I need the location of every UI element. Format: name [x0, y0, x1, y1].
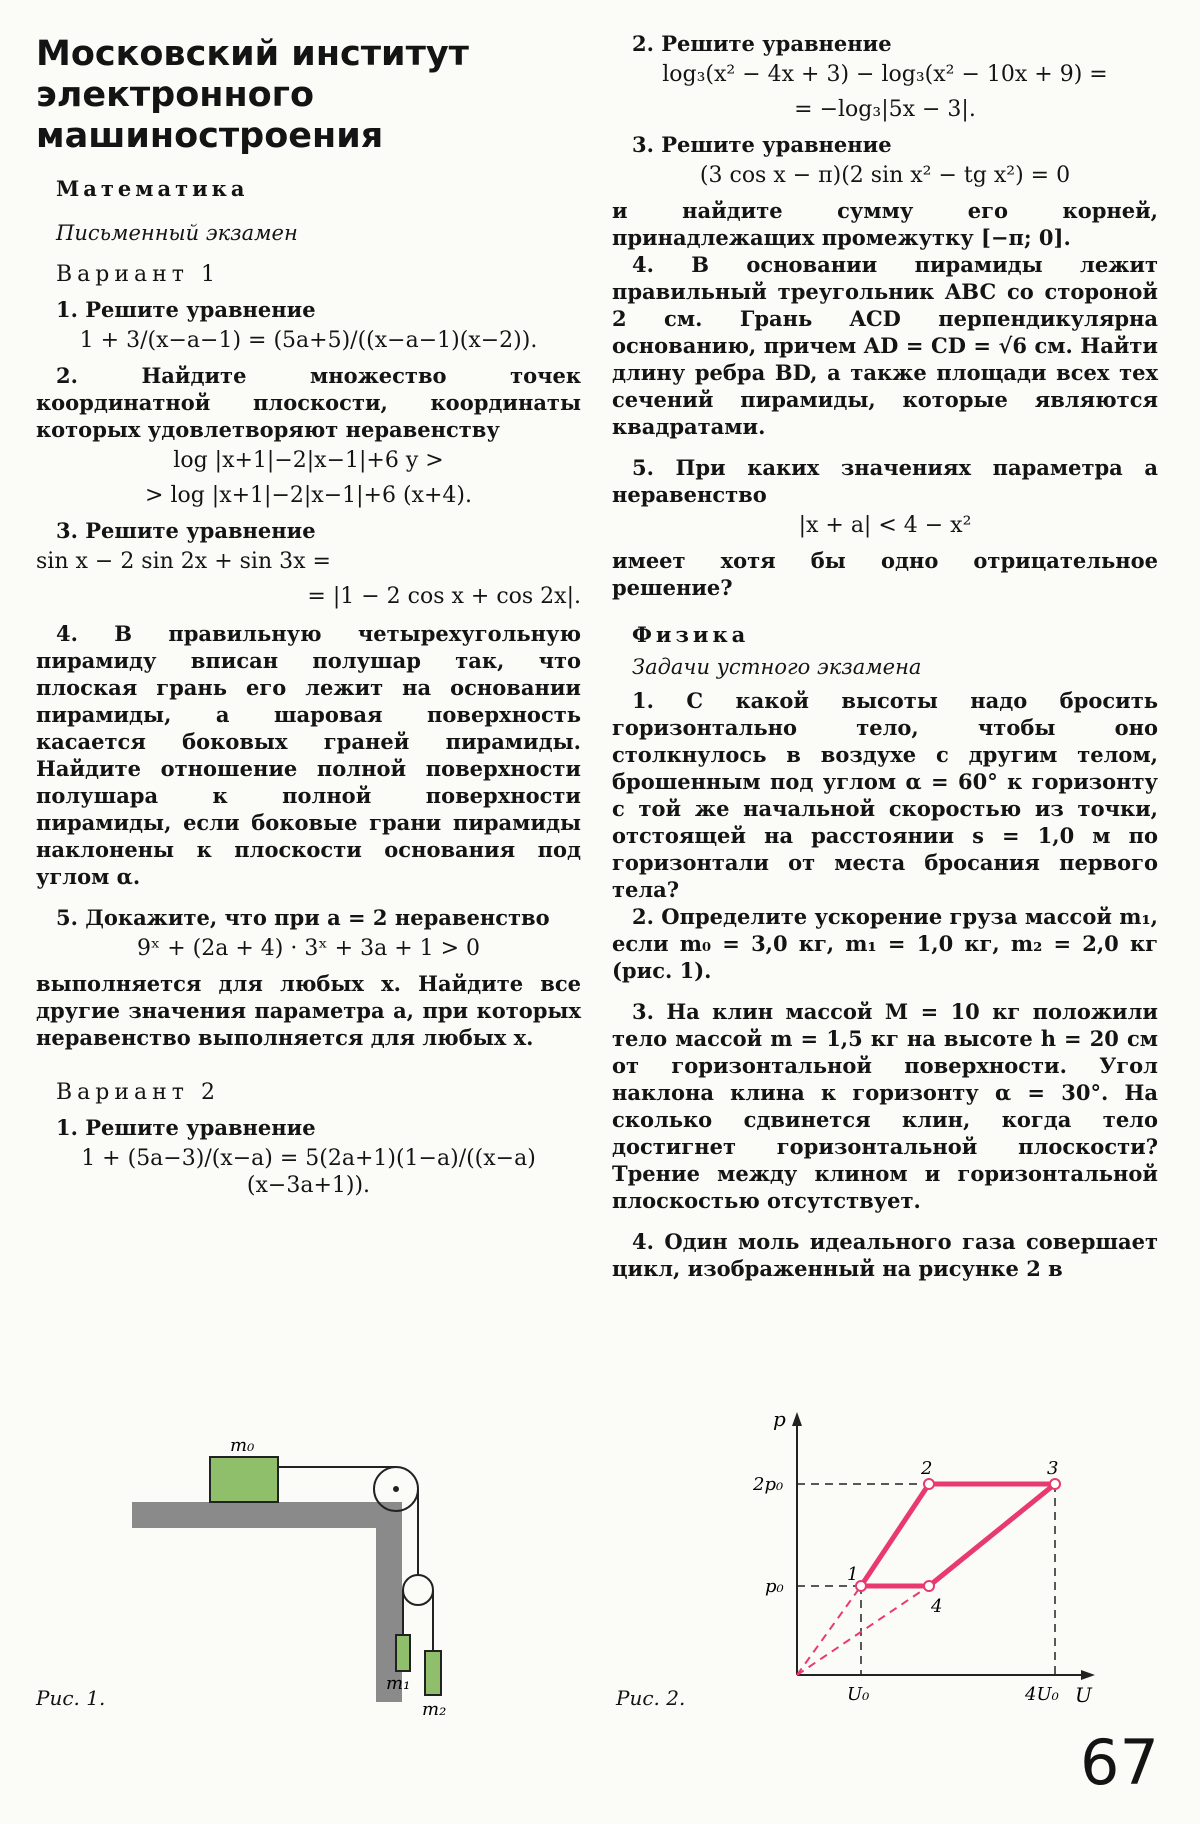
- figure-1-caption: Рис. 1.: [36, 1686, 106, 1710]
- figure-2-caption: Рис. 2.: [616, 1686, 686, 1710]
- label-m1: m₁: [386, 1673, 411, 1694]
- oral-exam-label: Задачи устного экзамена: [632, 655, 922, 679]
- dash-origin-1: [797, 1586, 861, 1675]
- v2-formula-3: (3 cos x − π)(2 sin x² − tg x²) = 0: [699, 163, 1071, 188]
- v2-problem-2: 2. Решите уравнение: [632, 31, 892, 56]
- point-4: [924, 1581, 934, 1591]
- fixed-pulley-axle: [393, 1486, 399, 1492]
- v1-problem-5: 5. Докажите, что при a = 2 неравенство: [56, 905, 550, 930]
- cycle-path: [861, 1484, 1055, 1586]
- weight-m1: [396, 1635, 410, 1671]
- physics-problem-4: 4. Один моль идеального газа совершает цикл, изображенный на рисунке 2 в: [612, 1229, 1158, 1281]
- v1-formula-2a: log |x+1|−2|x−1|+6 y >: [173, 448, 444, 473]
- v1-formula-2b: > log |x+1|−2|x−1|+6 (x+4).: [145, 483, 472, 508]
- v1-problem-2: 2. Найдите множество точек координатной плоскости, координаты которых удовлетворяют неравенству: [36, 363, 581, 442]
- label-point-3: 3: [1047, 1458, 1059, 1479]
- v1-problem-1: 1. Решите уравнение: [56, 297, 316, 322]
- right-column: [612, 30, 1158, 1282]
- label-m0: m₀: [230, 1435, 255, 1456]
- v2-problem-3-cont: и найдите сумму его корней, принадлежащих промежутку [−π; 0].: [612, 198, 1158, 250]
- v2-formula-2a: log₃(x² − 4x + 3) − log₃(x² − 10x + 9) =: [662, 62, 1108, 87]
- label-u0: U₀: [847, 1684, 870, 1705]
- page-title: Московский институт электронного машиностроения: [36, 34, 469, 156]
- variant-2-label: Вариант 2: [56, 1080, 220, 1105]
- point-2: [924, 1479, 934, 1489]
- label-m2: m₂: [422, 1699, 447, 1720]
- figure-1-pulley-diagram: [120, 1425, 520, 1720]
- dash-origin-4: [797, 1586, 929, 1675]
- block-m0: [210, 1457, 278, 1502]
- weight-m2: [425, 1651, 441, 1695]
- v1-formula-3b: = |1 − 2 cos x + cos 2x|.: [307, 584, 581, 609]
- p-axis-label: p: [773, 1407, 786, 1431]
- v2-problem-1: 1. Решите уравнение: [56, 1115, 316, 1140]
- variant-1-label: Вариант 1: [56, 262, 220, 287]
- v1-problem-5-cont: выполняется для любых x. Найдите все другие значения параметра a, при которых неравенство выполняется для любых x.: [36, 971, 581, 1050]
- label-point-4: 4: [931, 1596, 943, 1617]
- v1-formula-3a: sin x − 2 sin 2x + sin 3x =: [36, 549, 331, 574]
- v1-formula-1: 1 + 3/(x−a−1) = (5a+5)/((x−a−1)(x−2)).: [79, 328, 538, 353]
- physics-heading: Физика: [632, 622, 750, 647]
- v1-formula-5: 9ˣ + (2a + 4) · 3ˣ + 3a + 1 > 0: [136, 936, 481, 961]
- movable-pulley: [403, 1575, 433, 1605]
- left-column: [36, 30, 581, 1207]
- figure-2-cycle-diagram: [735, 1400, 1115, 1707]
- v1-problem-4: 4. В правильную четырехугольную пирамиду вписан полушар так, что плоская грань его лежит на основании пирамиды, а шаровая поверхность касается боковых граней пирамиды. Найдите отношение полной поверхности полушара к полной поверхности пирамиды, если боковые грани пирамиды наклонены к плоскости основания под углом α.: [36, 621, 581, 889]
- v2-formula-1: 1 + (5a−3)/(x−a) = 5(2a+1)(1−a)/((x−a)(x−3a+1)).: [81, 1146, 536, 1198]
- point-3: [1050, 1479, 1060, 1489]
- label-2p0: 2p₀: [753, 1474, 784, 1495]
- label-4u0: 4U₀: [1025, 1684, 1059, 1705]
- v2-formula-2b: = −log₃|5x − 3|.: [794, 97, 976, 122]
- physics-problem-2: 2. Определите ускорение груза массой m₁, если m₀ = 3,0 кг, m₁ = 1,0 кг, m₂ = 2,0 кг (рис. 1).: [612, 904, 1158, 983]
- subject-heading: Математика: [56, 176, 249, 201]
- v2-problem-5-cont: имеет хотя бы одно отрицательное решение?: [612, 548, 1158, 600]
- table-surface: [132, 1502, 402, 1528]
- page-number: 67: [1080, 1726, 1159, 1799]
- p-axis-arrow: [792, 1412, 802, 1426]
- label-p0: p₀: [765, 1576, 784, 1597]
- physics-problem-3: 3. На клин массой M = 10 кг положили тело массой m = 1,5 кг на высоте h = 20 см от горизонтальной поверхности. Угол наклона клина к горизонту α = 30°. На сколько сдвинется клин, когда тело достигнет горизонтальной плоскости? Трение между клином и горизонтальной плоскостью отсутствует.: [612, 999, 1158, 1213]
- label-point-2: 2: [921, 1458, 933, 1479]
- physics-problem-1: 1. С какой высоты надо бросить горизонтально тело, чтобы оно столкнулось в воздухе с другим телом, брошенным под углом α = 60° к горизонту с той же начальной скоростью из точки, отстоящей на расстоянии s = 1,0 м по горизонтали от места бросания первого тела?: [612, 688, 1158, 902]
- label-point-1: 1: [847, 1564, 859, 1585]
- exam-type: Письменный экзамен: [56, 221, 298, 245]
- v2-problem-3: 3. Решите уравнение: [632, 132, 892, 157]
- u-axis-arrow: [1081, 1670, 1095, 1680]
- v2-formula-5: |x + a| < 4 − x²: [798, 513, 972, 538]
- v2-problem-4: 4. В основании пирамиды лежит правильный треугольник ABC со стороной 2 см. Грань ACD перпендикулярна основанию, причем AD = CD = √6 см. Найти длину ребра BD, а также площади всех тех сечений пирамиды, которые являются квадратами.: [612, 252, 1158, 439]
- u-axis-label: U: [1075, 1683, 1092, 1707]
- v2-problem-5: 5. При каких значениях параметра a неравенство: [612, 455, 1158, 507]
- v1-problem-3: 3. Решите уравнение: [56, 518, 316, 543]
